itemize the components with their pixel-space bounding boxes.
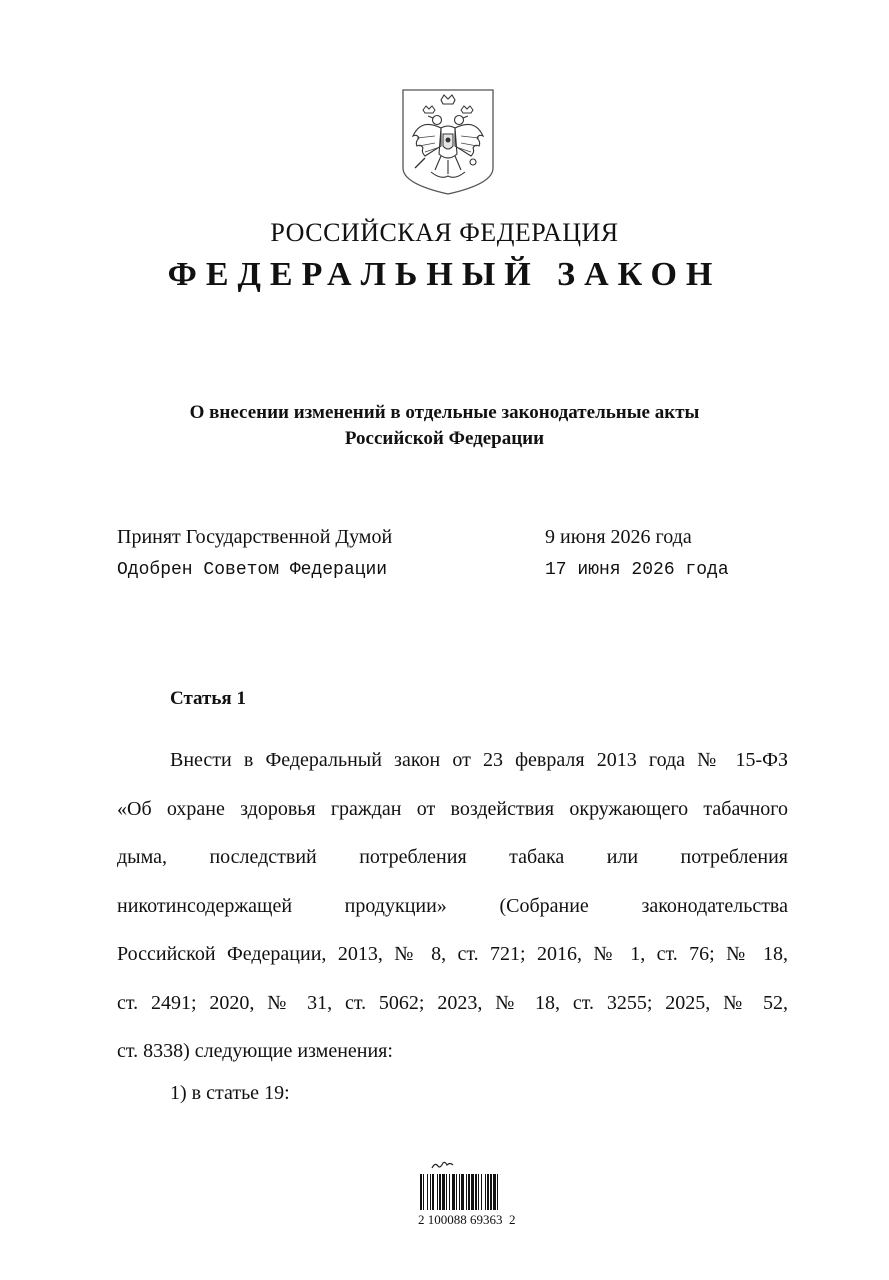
article-text-line: дыма, последствий потребления табака или потребления <box>117 846 788 868</box>
law-subject-line: О внесении изменений в отдельные законодательные акты <box>189 402 700 423</box>
article-body <box>117 736 788 1076</box>
country-name: РОССИЙСКАЯ ФЕДЕРАЦИЯ <box>270 218 619 247</box>
article-text-line: ст. 8338) следующие изменения: <box>117 1040 393 1062</box>
barcode-bar <box>452 1174 455 1210</box>
article-heading: Статья 1 <box>170 688 246 709</box>
article-text-line: никотинсодержащей продукции» (Собрание законодательства <box>117 894 788 917</box>
barcode-bar <box>466 1174 467 1210</box>
article-item: 1) в статье 19: <box>170 1082 290 1104</box>
barcode-bar <box>423 1174 424 1210</box>
barcode-bar <box>485 1174 486 1210</box>
barcode-bar <box>478 1174 479 1210</box>
article-text-line: Внести в Федеральный закон от 23 февраля 2013 года № 15-ФЗ <box>170 749 788 771</box>
adopting-body: Принят Государственной Думой <box>117 526 393 548</box>
article-text-line: Российской Федерации, 2013, № 8, ст. 721; 2016, № 1, ст. 76; № 18, <box>117 943 788 965</box>
approval-date: 17 июня 2026 года <box>545 560 729 580</box>
barcode-bar <box>471 1174 474 1210</box>
barcode-bar <box>420 1174 422 1210</box>
barcode-bar <box>497 1174 498 1210</box>
approving-body: Одобрен Советом Федерации <box>117 560 388 580</box>
barcode-bar <box>493 1174 496 1210</box>
barcode-mark <box>432 1162 453 1168</box>
barcode-bar <box>468 1174 470 1210</box>
document-barcode <box>418 1158 542 1232</box>
barcode-bar <box>439 1174 441 1210</box>
barcode-bar <box>481 1174 482 1210</box>
barcode-bar <box>432 1174 434 1210</box>
article-text-line: ст. 2491; 2020, № 31, ст. 5062; 2023, № 18, ст. 3255; 2025, № 52, <box>117 991 788 1014</box>
law-subject <box>0 400 889 452</box>
barcode-bar <box>446 1174 447 1210</box>
law-type-title: ФЕДЕРАЛЬНЫЙ ЗАКОН <box>167 256 722 293</box>
barcode-bar <box>427 1174 428 1210</box>
barcode-bar <box>459 1174 460 1210</box>
barcode-bar <box>437 1174 438 1210</box>
article-text-line: «Об охране здоровья граждан от воздействия окружающего табачного <box>117 797 788 820</box>
barcode-bar <box>456 1174 457 1210</box>
barcode-bar <box>475 1174 477 1210</box>
law-subject-line: Российской Федерации <box>344 428 545 449</box>
adoption-date: 9 июня 2026 года <box>545 526 692 548</box>
barcode-bar <box>449 1174 450 1210</box>
barcode-bar <box>461 1174 464 1210</box>
barcode-bar <box>490 1174 492 1210</box>
barcode-bar <box>430 1174 431 1210</box>
barcode-icon <box>418 1158 542 1212</box>
barcode-bar <box>487 1174 489 1210</box>
barcode-bar <box>442 1174 445 1210</box>
coat-of-arms-icon <box>401 88 495 196</box>
barcode-number: 2 100088 69363 2 <box>418 1212 516 1227</box>
